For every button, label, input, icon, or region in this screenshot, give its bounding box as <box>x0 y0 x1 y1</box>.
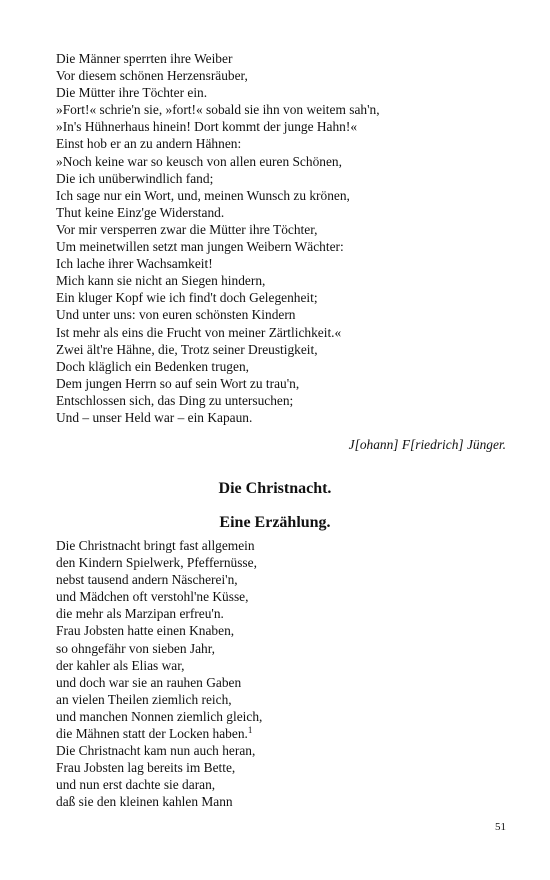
poem-line: Vor mir versperren zwar die Mütter ihre Töchter, <box>56 221 318 237</box>
poem-line: Und – unser Held war – ein Kapaun. <box>56 409 253 425</box>
story-line: nebst tausend andern Näscherei'n, <box>56 572 238 588</box>
story-line: und nun erst dachte sie daran, <box>56 777 216 793</box>
poem-line: Mich kann sie nicht an Siegen hindern, <box>56 273 266 289</box>
story-line: und manchen Nonnen ziemlich gleich, <box>56 708 263 724</box>
story-line: der kahler als Elias war, <box>56 657 185 673</box>
poem-line: Doch kläglich ein Bedenken trugen, <box>56 358 249 374</box>
story-line: und doch war sie an rauhen Gaben <box>56 674 242 690</box>
poem-line: Und unter uns: von euren schönsten Kindern <box>56 307 296 323</box>
story-line: Die Christnacht kam nun auch heran, <box>56 743 256 759</box>
poem-line: Um meinetwillen setzt man jungen Weibern Wächter: <box>56 239 344 255</box>
poem-line: Die Männer sperrten ihre Weiber <box>56 51 233 66</box>
poem-line: »Noch keine war so keusch von allen euren Schönen, <box>56 153 342 169</box>
story-subtitle: Eine Erzählung. <box>219 514 331 531</box>
poem-line: Ich lache ihrer Wachsamkeit! <box>56 256 213 272</box>
poem-attribution: J[ohann] F[riedrich] Jünger. <box>348 437 506 452</box>
footnote-marker[interactable]: 1 <box>247 725 253 736</box>
story-line: den Kindern Spielwerk, Pfeffernüsse, <box>56 555 257 571</box>
poem-line: »Fort!« schrie'n sie, »fort!« sobald sie ihn von weitem sah'n, <box>56 102 380 118</box>
poem-line: Ein kluger Kopf wie ich find't doch Gelegenheit; <box>56 290 318 306</box>
poem-line: Einst hob er an zu andern Hähnen: <box>56 136 242 152</box>
story-block <box>56 537 516 811</box>
poem-block <box>56 50 516 426</box>
poem-line: Zwei ält're Hähne, die, Trotz seiner Dreustigkeit, <box>56 341 318 357</box>
story-line: Die Christnacht bringt fast allgemein <box>56 538 255 553</box>
poem-line: Die ich unüberwindlich fand; <box>56 170 214 186</box>
page-number: 51 <box>495 821 506 833</box>
poem-line: Entschlossen sich, das Ding zu untersuchen; <box>56 392 294 408</box>
poem-line: Vor diesem schönen Herzensräuber, <box>56 68 248 84</box>
poem-line: Dem jungen Herrn so auf sein Wort zu trau'n, <box>56 375 300 391</box>
story-title: Die Christnacht. <box>218 480 332 497</box>
story-line: so ohngefähr von sieben Jahr, <box>56 640 215 656</box>
story-line <box>56 725 516 742</box>
story-line: und Mädchen oft verstohl'ne Küsse, <box>56 589 249 605</box>
story-line: die mehr als Marzipan erfreu'n. <box>56 606 224 622</box>
poem-line: Ich sage nur ein Wort, und, meinen Wunsch zu krönen, <box>56 187 350 203</box>
story-line-text: die Mähnen statt der Locken haben. <box>56 726 248 742</box>
poem-line: »In's Hühnerhaus hinein! Dort kommt der junge Hahn!« <box>56 119 358 135</box>
poem-line: Ist mehr als eins die Frucht von meiner Zärtlichkeit.« <box>56 324 342 340</box>
poem-line: Thut keine Einz'ge Widerstand. <box>56 204 225 220</box>
story-line: daß sie den kleinen kahlen Mann <box>56 794 233 810</box>
poem-line: Die Mütter ihre Töchter ein. <box>56 85 208 101</box>
story-line: an vielen Theilen ziemlich reich, <box>56 691 232 707</box>
story-line: Frau Jobsten lag bereits im Bette, <box>56 760 236 776</box>
story-line: Frau Jobsten hatte einen Knaben, <box>56 623 235 639</box>
